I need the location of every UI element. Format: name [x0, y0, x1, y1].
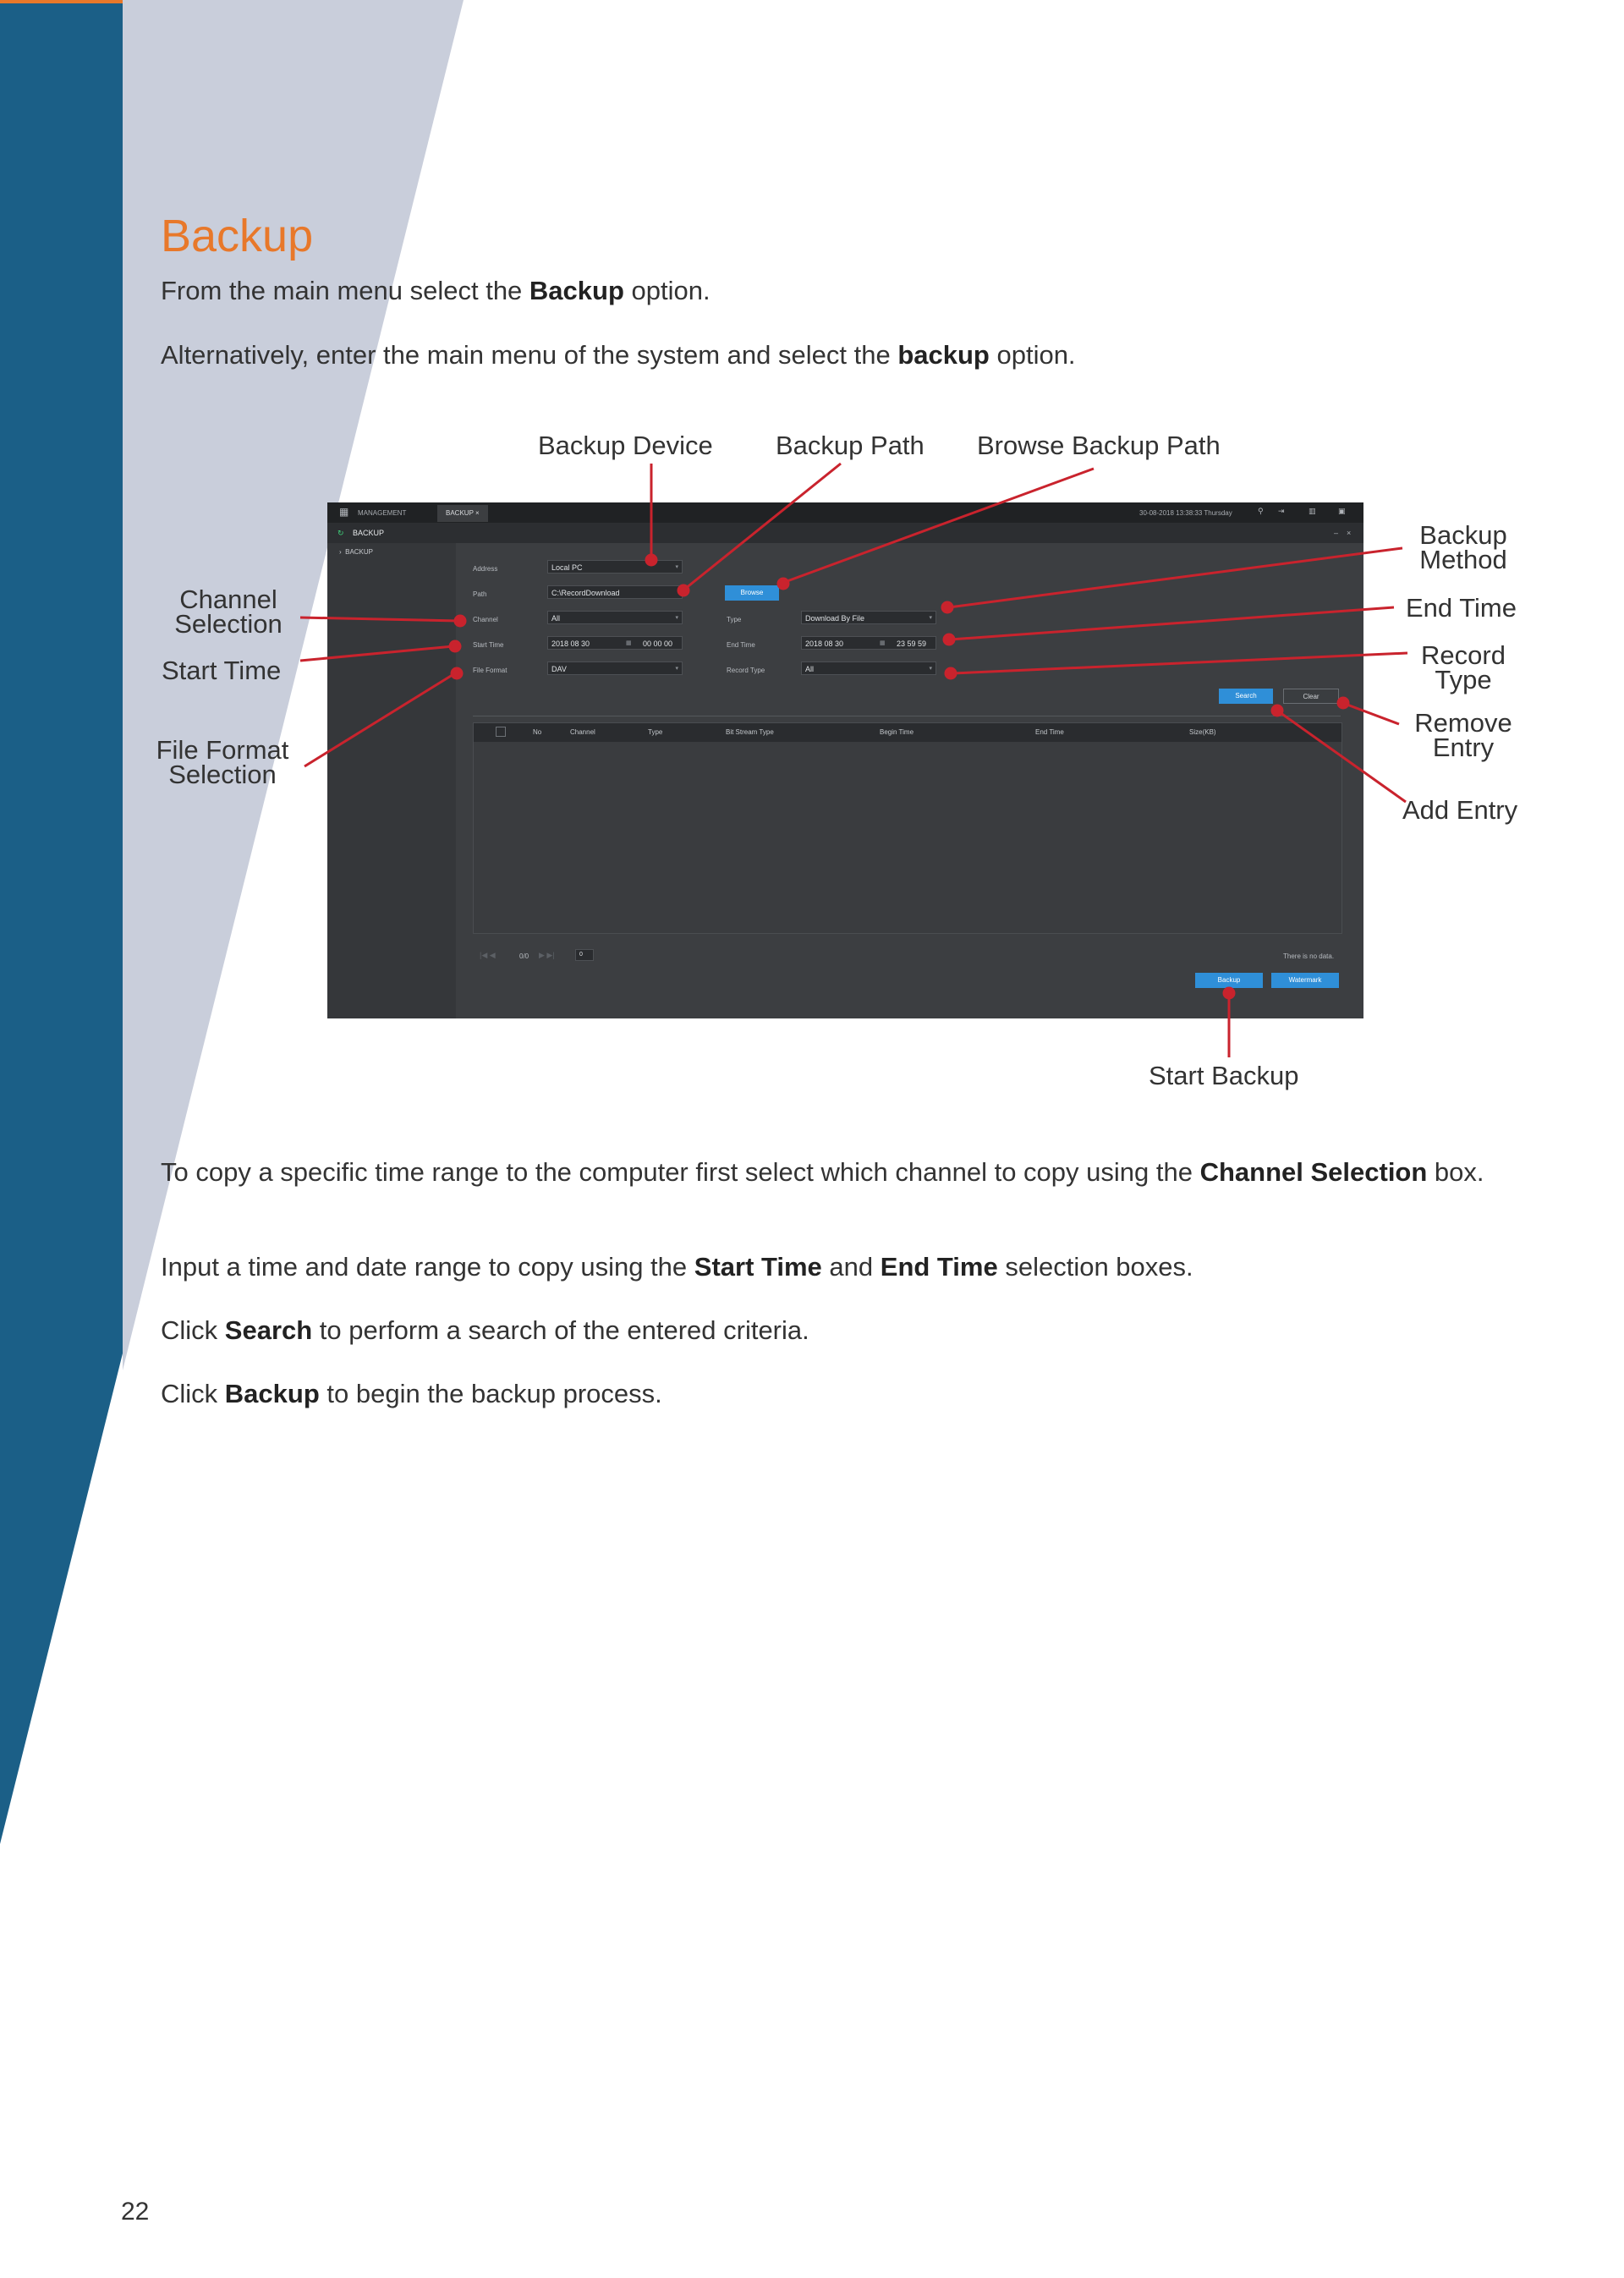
callout-dot	[678, 585, 689, 596]
callout-line-end-time	[951, 607, 1394, 639]
page-info: 0/0	[519, 952, 529, 960]
refresh-icon: ↻	[337, 529, 344, 537]
label-channel-selection: Channel Selection	[174, 585, 283, 639]
callout-line-browse-path	[785, 469, 1094, 582]
label-backup-device: Backup Device	[538, 431, 713, 460]
backup-button[interactable]: Backup	[1195, 973, 1263, 988]
callout-dot	[944, 634, 954, 645]
body-paragraph-3: Click Search to perform a search of the entered criteria.	[161, 1315, 809, 1345]
callout-dot	[946, 668, 956, 678]
user-icon[interactable]: ⚲	[1258, 507, 1264, 515]
watermark-button[interactable]: Watermark	[1271, 973, 1339, 988]
file-format-label: File Format	[473, 667, 508, 674]
record-type-select[interactable]: All ▾	[801, 661, 936, 675]
label-file-format-selection: File Format Selection	[156, 735, 289, 789]
intro-paragraph-1: From the main menu select the Backup option.	[161, 276, 710, 305]
col-end-time[interactable]: End Time	[1035, 728, 1064, 736]
body-paragraph-2: Input a time and date range to copy using the Start Time and End Time selection boxes.	[161, 1252, 1193, 1282]
callout-dot	[646, 555, 656, 565]
record-type-label: Record Type	[727, 667, 765, 674]
chevron-down-icon: ▾	[929, 666, 932, 672]
datetime-readout: 30-08-2018 13:38:33 Thursday	[1139, 509, 1232, 517]
browse-button[interactable]: Browse	[725, 585, 779, 601]
start-time-label: Start Time	[473, 641, 504, 649]
first-page-icon[interactable]: |◀ ◀	[480, 951, 496, 959]
label-record-type: Record Type	[1421, 640, 1506, 694]
page-input[interactable]: 0	[575, 949, 594, 961]
callout-dot	[1272, 705, 1282, 716]
tab-backup[interactable]: BACKUP ×	[437, 505, 488, 522]
path-input[interactable]: C:\RecordDownload	[547, 585, 683, 599]
col-no[interactable]: No	[533, 728, 542, 736]
sidebar-item-backup[interactable]: › BACKUP	[339, 548, 374, 556]
callout-line-file-format	[304, 673, 455, 766]
label-add-entry: Add Entry	[1402, 795, 1518, 825]
grid-menu-icon[interactable]: ▦	[339, 506, 349, 518]
callout-dot	[942, 602, 952, 612]
col-bit-stream-type[interactable]: Bit Stream Type	[726, 728, 774, 736]
label-backup-path: Backup Path	[776, 431, 924, 460]
start-time-input[interactable]: 2018 08 30 ▦ 00 00 00	[547, 636, 683, 650]
tab-management[interactable]: MANAGEMENT	[358, 509, 407, 517]
close-icon[interactable]: ×	[1347, 529, 1352, 537]
label-start-backup: Start Backup	[1149, 1061, 1299, 1090]
col-type[interactable]: Type	[648, 728, 663, 736]
minimize-icon[interactable]: –	[1334, 529, 1339, 537]
chevron-down-icon: ▾	[929, 615, 932, 621]
chevron-down-icon: ▾	[675, 666, 678, 672]
logout-icon[interactable]: ⇥	[1278, 507, 1285, 515]
body-paragraph-4: Click Backup to begin the backup process.	[161, 1379, 662, 1408]
type-select[interactable]: Download By File ▾	[801, 611, 936, 624]
address-label: Address	[473, 565, 498, 573]
end-time-input[interactable]: 2018 08 30 ▦ 23 59 59	[801, 636, 936, 650]
address-select[interactable]: Local PC ▾	[547, 560, 683, 574]
path-label: Path	[473, 590, 487, 598]
page-number: 22	[121, 2198, 150, 2226]
label-backup-method: Backup Method	[1419, 520, 1507, 574]
callout-line-remove-entry	[1345, 704, 1399, 724]
next-page-icon[interactable]: ▶ ▶|	[539, 951, 555, 959]
col-begin-time[interactable]: Begin Time	[880, 728, 914, 736]
callout-line-backup-method	[949, 548, 1402, 607]
end-time-label: End Time	[727, 641, 755, 649]
callout-line-start-time	[300, 646, 453, 661]
no-data-text: There is no data.	[1283, 952, 1335, 960]
label-browse-backup-path: Browse Backup Path	[977, 431, 1221, 460]
callout-dot	[778, 579, 788, 589]
calendar-icon[interactable]: ▦	[880, 640, 886, 646]
clear-button[interactable]: Clear	[1283, 689, 1339, 704]
page-title: Backup	[161, 211, 314, 262]
display-icon[interactable]: ▥	[1309, 507, 1316, 515]
callout-line-add-entry	[1277, 711, 1406, 802]
col-size[interactable]: Size(KB)	[1189, 728, 1216, 736]
label-end-time: End Time	[1406, 593, 1517, 623]
callout-line-channel	[300, 618, 458, 621]
label-start-time: Start Time	[162, 656, 282, 685]
callout-dot	[1338, 698, 1348, 708]
intro-paragraph-2: Alternatively, enter the main menu of the system and select the backup option.	[161, 340, 1076, 370]
chevron-down-icon: ▾	[675, 564, 678, 570]
callout-dot	[455, 616, 465, 626]
col-channel[interactable]: Channel	[570, 728, 595, 736]
callout-line-record-type	[952, 653, 1407, 673]
channel-label: Channel	[473, 616, 498, 623]
callout-dot	[452, 668, 462, 678]
file-format-select[interactable]: DAV ▾	[547, 661, 683, 675]
screen-icon[interactable]: ▣	[1338, 507, 1346, 515]
callout-dot	[1224, 988, 1234, 998]
label-remove-entry: Remove Entry	[1414, 708, 1512, 762]
type-label: Type	[727, 616, 742, 623]
search-button[interactable]: Search	[1219, 689, 1273, 704]
callout-dot	[450, 641, 460, 651]
calendar-icon[interactable]: ▦	[626, 640, 632, 646]
body-paragraph-1: To copy a specific time range to the computer first select which channel to copy using the Channel Selection box.	[161, 1157, 1484, 1187]
chevron-down-icon: ▾	[675, 615, 678, 621]
header-title: BACKUP	[353, 529, 385, 537]
channel-select[interactable]: All ▾	[547, 611, 683, 624]
